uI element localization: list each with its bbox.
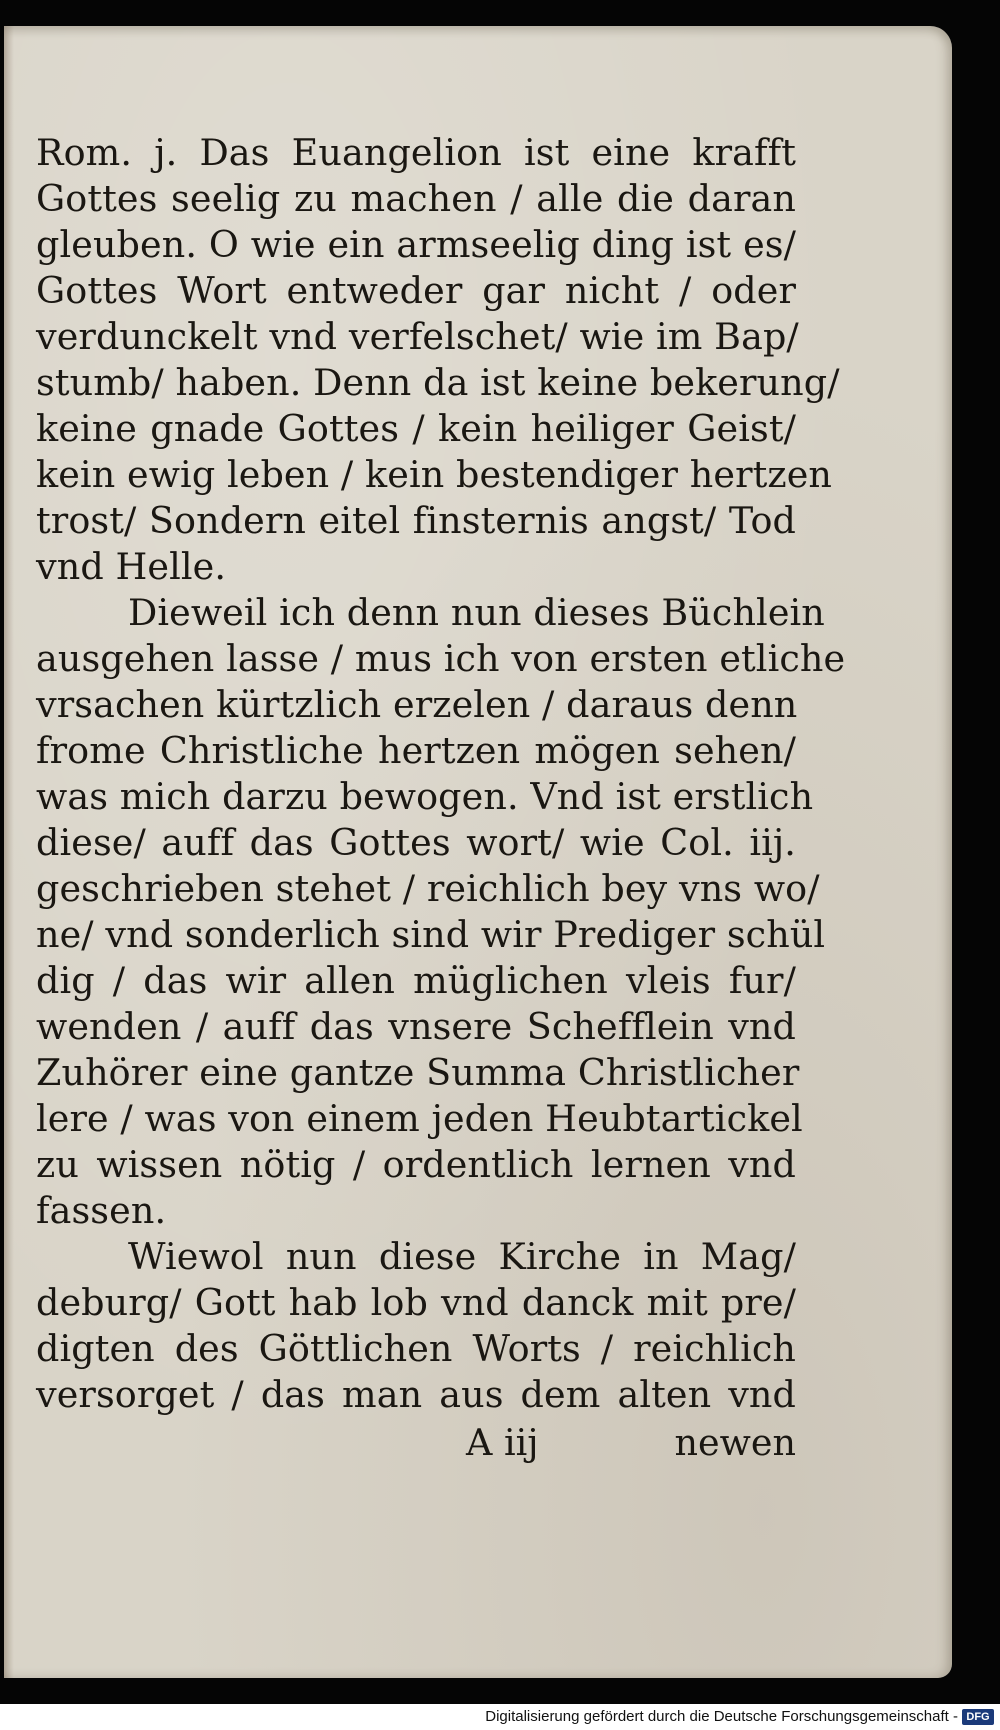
text-line: ne/ vnd sonderlich sind wir Prediger schül <box>36 913 826 956</box>
text-line: kein ewig leben / kein bestendiger hertzen <box>36 453 833 496</box>
signature-mark: A iij <box>466 1421 539 1464</box>
book-page <box>4 26 952 1678</box>
funding-credit: Digitalisierung gefördert durch die Deutsche Forschungsgemeinschaft - <box>485 1708 958 1725</box>
text-line: deburg/ Gott hab lob vnd danck mit pre/ <box>36 1281 796 1324</box>
text-line: fassen. <box>36 1189 167 1232</box>
text-line: zu wissen nötig / ordentlich lernen vnd <box>36 1143 796 1186</box>
page-gutter-shadow <box>4 26 14 1678</box>
text-line: geschrieben stehet / reichlich bey vns wo/ <box>36 867 820 910</box>
text-line: verdunckelt vnd verfelschet/ wie im Bap/ <box>36 315 799 358</box>
text-line: trost/ Sondern eitel finsternis angst/ Tod <box>36 499 796 542</box>
catchword: newen <box>674 1421 796 1464</box>
text-line: ausgehen lasse / mus ich von ersten etliche <box>36 637 846 680</box>
text-line: vrsachen kürtzlich erzelen / daraus denn <box>36 683 798 726</box>
text-line: stumb/ haben. Denn da ist keine bekerung/ <box>36 361 840 404</box>
text-line: Zuhörer eine gantze Summa Christlicher <box>36 1051 800 1094</box>
text-line: Rom. j. Das Euangelion ist eine krafft <box>36 131 796 174</box>
text-line: vnd Helle. <box>36 545 227 588</box>
text-line: digten des Göttlichen Worts / reichlich <box>36 1327 796 1370</box>
text-line: Gottes Wort entweder gar nicht / oder <box>36 269 796 312</box>
digitization-footer <box>0 1704 1000 1730</box>
signature-catchword-line <box>36 1420 796 1466</box>
paragraph-start-line: Dieweil ich denn nun dieses Büchlein <box>128 591 825 634</box>
text-line: keine gnade Gottes / kein heiliger Geist/ <box>36 407 796 450</box>
page-text-block <box>36 130 846 1418</box>
text-line: dig / das wir allen müglichen vleis fur/ <box>36 959 796 1002</box>
text-line: versorget / das man aus dem alten vnd <box>36 1373 796 1416</box>
text-line: diese/ auff das Gottes wort/ wie Col. iij. <box>36 821 796 864</box>
text-line: gleuben. O wie ein armseelig ding ist es/ <box>36 223 796 266</box>
text-line: lere / was von einem jeden Heubtartickel <box>36 1097 803 1140</box>
text-line: Gottes seelig zu machen / alle die daran <box>36 177 796 220</box>
paragraph-start-line: Wiewol nun diese Kirche in Mag/ <box>128 1235 796 1278</box>
dfg-logo-icon: DFG <box>962 1709 994 1725</box>
text-line: frome Christliche hertzen mögen sehen/ <box>36 729 796 772</box>
text-line: was mich darzu bewogen. Vnd ist erstlich <box>36 775 814 818</box>
text-line: wenden / auff das vnsere Schefflein vnd <box>36 1005 796 1048</box>
